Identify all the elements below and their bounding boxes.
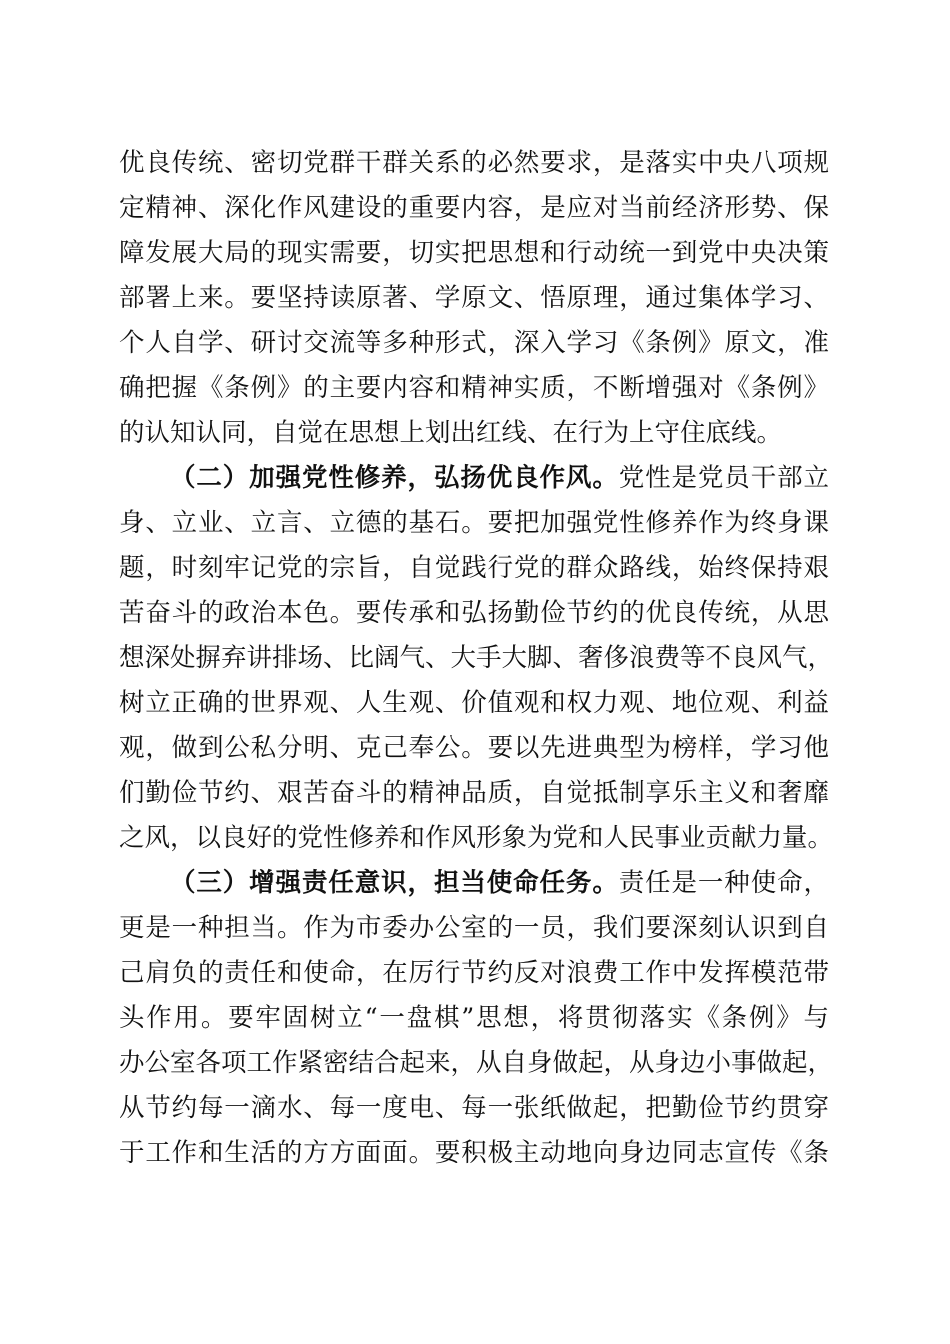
text-line: 部署上来。要坚持读原著、学原文、悟原理，通过集体学习、 bbox=[119, 283, 829, 313]
text-line: 更是一种担当。作为市委办公室的一员，我们要深刻认识到自 bbox=[119, 913, 829, 943]
text-line: 们勤俭节约、艰苦奋斗的精神品质，自觉抵制享乐主义和奢靡 bbox=[119, 778, 829, 808]
text-line: 想深处摒弃讲排场、比阔气、大手大脚、奢侈浪费等不良风气， bbox=[119, 643, 834, 673]
text-line: 确把握《条例》的主要内容和精神实质，不断增强对《条例》 bbox=[119, 373, 829, 403]
text-line: 己肩负的责任和使命，在厉行节约反对浪费工作中发挥模范带 bbox=[119, 958, 829, 988]
text-line: 树立正确的世界观、人生观、价值观和权力观、地位观、利益 bbox=[119, 688, 829, 718]
text-line: 从节约每一滴水、每一度电、每一张纸做起，把勤俭节约贯穿 bbox=[119, 1093, 829, 1123]
text-line: 题，时刻牢记党的宗旨，自觉践行党的群众路线，始终保持艰 bbox=[119, 553, 829, 583]
text-line: 苦奋斗的政治本色。要传承和弘扬勤俭节约的优良传统，从思 bbox=[119, 598, 829, 628]
text-line: 之风，以良好的党性修养和作风形象为党和人民事业贡献力量。 bbox=[119, 823, 834, 853]
text-line: 头作用。要牢固树立“一盘棋”思想，将贯彻落实《条例》与 bbox=[119, 1003, 829, 1033]
text-line: 个人自学、研讨交流等多种形式，深入学习《条例》原文，准 bbox=[119, 328, 829, 358]
body-text bbox=[119, 141, 834, 1176]
text-line: 身、立业、立言、立德的基石。要把加强党性修养作为终身课 bbox=[119, 508, 829, 538]
text-line: 定精神、深化作风建设的重要内容，是应对当前经济形势、保 bbox=[119, 193, 829, 223]
section-2-first-text: 党性是党员干部立 bbox=[618, 463, 829, 493]
text-line: 办公室各项工作紧密结合起来，从自身做起，从身边小事做起， bbox=[119, 1048, 834, 1078]
text-line: 观，做到公私分明、克己奉公。要以先进典型为榜样，学习他 bbox=[119, 733, 829, 763]
section-3-heading: （三）增强责任意识，担当使命任务。 bbox=[170, 868, 619, 898]
text-line: 的认知认同，自觉在思想上划出红线、在行为上守住底线。 bbox=[119, 418, 783, 448]
section-3-first-line bbox=[119, 861, 829, 906]
section-2-heading: （二）加强党性修养，弘扬优良作风。 bbox=[170, 463, 619, 493]
text-line: 障发展大局的现实需要，切实把思想和行动统一到党中央决策 bbox=[119, 238, 829, 268]
section-3-first-text: 责任是一种使命， bbox=[618, 868, 829, 898]
text-line: 于工作和生活的方方面面。要积极主动地向身边同志宣传《条 bbox=[119, 1138, 829, 1168]
text-line: 优良传统、密切党群干群关系的必然要求，是落实中央八项规 bbox=[119, 148, 829, 178]
section-2-first-line bbox=[119, 456, 829, 501]
